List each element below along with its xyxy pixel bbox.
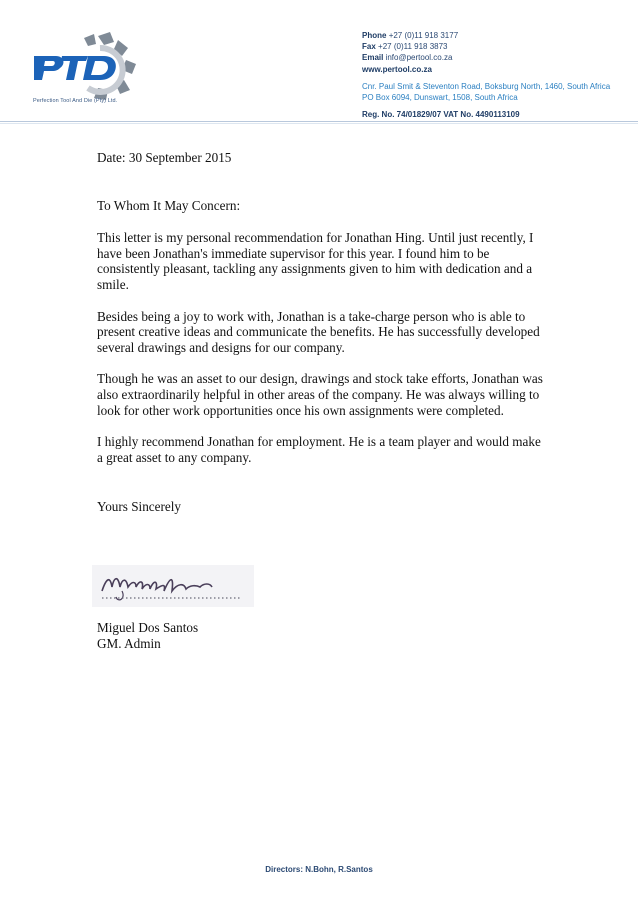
address-line-2: PO Box 6094, Dunswart, 1508, South Africa	[362, 93, 518, 103]
company-logo	[28, 30, 138, 100]
footer-directors: Directors: N.Bohn, R.Santos	[265, 865, 373, 874]
email-line: Email info@pertool.co.za	[362, 53, 453, 63]
phone-line: Phone +27 (0)11 918 3177	[362, 31, 459, 40]
phone-number: +27 (0)11 918 3177	[388, 31, 459, 40]
registration-line: Reg. No. 74/01829/07 VAT No. 4490113109	[362, 110, 520, 120]
email-address: info@pertool.co.za	[385, 53, 453, 63]
signature-image	[92, 565, 254, 607]
header-divider-shadow	[0, 123, 638, 124]
fax-number: +27 (0)11 918 3873	[378, 42, 448, 52]
website: www.pertool.co.za	[362, 64, 432, 74]
paragraph-3: Though he was an asset to our design, drawings and stock take efforts, Jonathan was also extraordinarily helpful in other areas of the company. He was always willing to look for other work opportunities once his own assignments were completed.	[97, 371, 543, 418]
paragraph-4: I highly recommend Jonathan for employment. He is a team player and would make a great asset to any company.	[97, 434, 541, 465]
paragraph-2: Besides being a joy to work with, Jonathan is a take-charge person who is able to present creative ideas and communicate the benefits. He has successfully developed several drawings and designs for our company.	[97, 308, 540, 355]
signer-name: Miguel Dos Santos	[97, 620, 199, 635]
salutation: To Whom It May Concern:	[97, 197, 241, 213]
company-tagline: Perfection Tool And Die (Pty) Ltd.	[33, 98, 118, 104]
closing: Yours Sincerely	[97, 499, 182, 515]
signer-block	[97, 620, 198, 651]
letter-date: Date: 30 September 2015	[97, 150, 232, 165]
signer-title: GM. Admin	[97, 635, 161, 651]
paragraph-1: This letter is my personal recommendation for Jonathan Hing. Until just recently, I have been Jonathan's immediate supervisor for this year. I found him to be consistently pleasant, tackling any assignments given to him with dedication and a smile.	[97, 230, 534, 292]
contact-block	[362, 30, 610, 120]
letter-body	[97, 150, 547, 515]
address-line-1: Cnr. Paul Smit & Steventon Road, Boksburg North, 1460, South Africa	[362, 81, 611, 91]
header-divider	[0, 121, 638, 122]
fax-line: Fax +27 (0)11 918 3873	[362, 42, 448, 52]
